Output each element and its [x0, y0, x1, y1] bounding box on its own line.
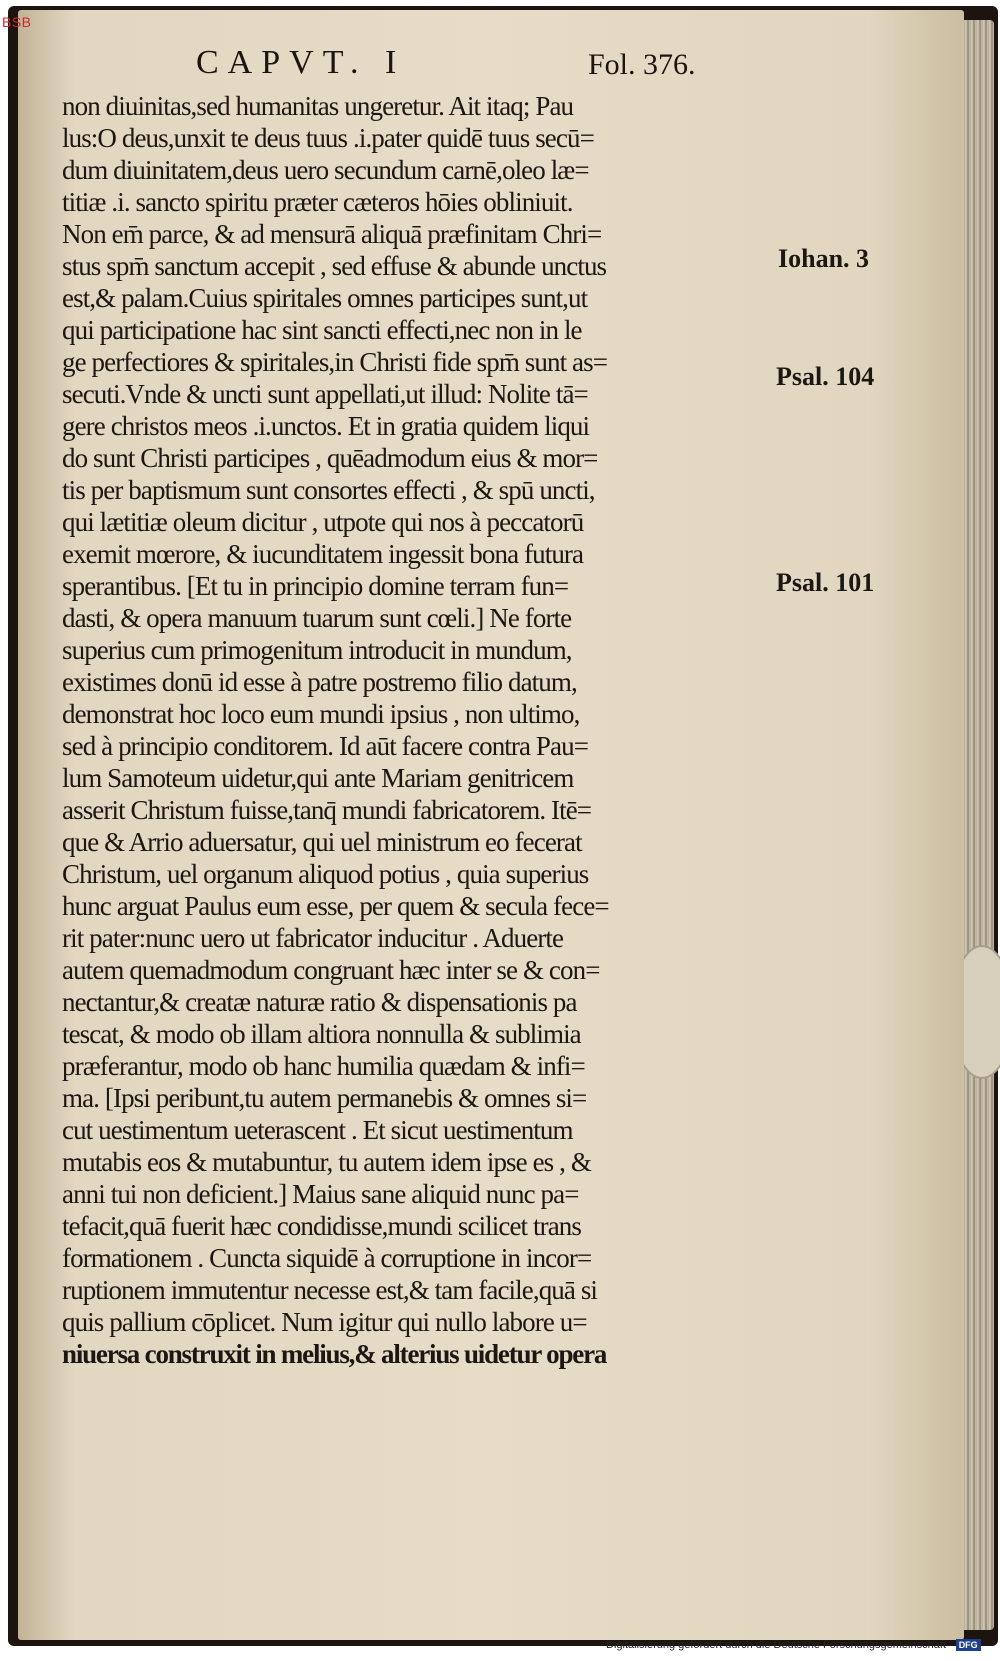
text-line-last: niuersa construxit in melius,& alterius uidetur opera [62, 1339, 607, 1369]
text-line: secuti.Vnde & uncti sunt appellati,ut illud: Nolite tā= [62, 379, 588, 409]
text-line: superius cum primogenitum introducit in mundum, [62, 635, 572, 665]
text-line: anni tui non deficient.] Maius sane aliquid nunc pa= [62, 1179, 579, 1209]
text-line: dasti, & opera manuum tuarum sunt cœli.] Ne forte [62, 603, 572, 633]
text-line: nectantur,& creatæ naturæ ratio & dispensationis pa [62, 987, 577, 1017]
text-line: est,& palam.Cuius spiritales omnes participes sunt,ut [62, 283, 588, 313]
text-line: non diuinitas,sed humanitas ungeretur. Ait itaq; Pau [62, 91, 574, 121]
chapter-heading: CAPVT. I [196, 44, 406, 81]
text-line: existimes donū id esse à patre postremo filio datum, [62, 667, 577, 697]
text-line: ge perfectiores & spiritales,in Christi fide spm̄ sunt as= [62, 347, 608, 377]
text-line: do sunt Christi participes , quēadmodum eius & mor= [62, 443, 598, 473]
text-line: tis per baptismum sunt consortes effecti , & spū uncti, [62, 475, 595, 505]
text-line: rit pater:nunc uero ut fabricator inducitur . Aduerte [62, 923, 564, 953]
text-line: præferantur, modo ob hanc humilia quædam & infi= [62, 1051, 585, 1081]
main-text-column [62, 90, 782, 1370]
library-watermark: BSB [2, 14, 32, 30]
text-line: titiæ .i. sancto spiritu præter cæteros hōies obliniuit. [62, 187, 573, 217]
text-line: quis pallium cōplicet. Num igitur qui nullo labore u= [62, 1307, 587, 1337]
text-line: autem quemadmodum congruant hæc inter se & con= [62, 955, 600, 985]
running-head [0, 44, 1000, 94]
text-line: cut uestimentum ueterascent . Et sicut uestimentum [62, 1115, 573, 1145]
text-line: ma. [Ipsi peribunt,tu autem permanebis & omnes si= [62, 1083, 587, 1113]
folio-number: Fol. 376. [588, 48, 696, 81]
margin-note-psal-104: Psal. 104 [776, 362, 875, 391]
text-line: tefacit,quā fuerit hæc condidisse,mundi scilicet trans [62, 1211, 581, 1241]
text-line: lum Samoteum uidetur,qui ante Mariam genitricem [62, 763, 574, 793]
text-line: qui lætitiæ oleum dicitur , utpote qui nos à peccatorū [62, 507, 584, 537]
text-line: hunc arguat Paulus eum esse, per quem & secula fece= [62, 891, 609, 921]
text-line: tescat, & modo ob illam altiora nonnulla & sublimia [62, 1019, 581, 1049]
margin-note-psal-101: Psal. 101 [776, 568, 875, 597]
text-line: Christum, uel organum aliquod potius , quia superius [62, 859, 589, 889]
text-line: sperantibus. [Et tu in principio domine terram fun= [62, 571, 569, 601]
text-line: gere christos meos .i.unctos. Et in gratia quidem liqui [62, 411, 590, 441]
margin-note-iohan: Iohan. 3 [778, 244, 870, 273]
text-line: stus spm̄ sanctum accepit , sed effuse & abunde unctus [62, 251, 607, 281]
text-line: lus:O deus,unxit te deus tuus .i.pater quidē tuus secū= [62, 123, 594, 153]
text-line: sed à principio conditorem. Id aūt facere contra Pau= [62, 731, 589, 761]
text-line: asserit Christum fuisse,tanq̄ mundi fabricatorem. Itē= [62, 795, 592, 825]
text-line: demonstrat hoc loco eum mundi ipsius , non ultimo, [62, 699, 580, 729]
text-line: dum diuinitatem,deus uero secundum carnē,oleo læ= [62, 155, 589, 185]
digitization-credit [606, 1639, 981, 1651]
credit-text: Digitalisierung gefördert durch die Deutsche Forschungsgemeinschaft - [606, 1639, 953, 1651]
text-line: exemit mœrore, & iucunditatem ingessit bona futura [62, 539, 584, 569]
text-line: mutabis eos & mutabuntur, tu autem idem ipse es , & [62, 1147, 591, 1177]
text-line: que & Arrio aduersatur, qui uel ministrum eo fecerat [62, 827, 582, 857]
text-line: Non em̄ parce, & ad mensurā aliquā præfinitam Chri= [62, 219, 602, 249]
dfg-logo: DFG [956, 1639, 981, 1651]
text-line: ruptionem immutentur necesse est,& tam facile,quā si [62, 1275, 598, 1305]
text-line: formationem . Cuncta siquidē à corruptione in incor= [62, 1243, 592, 1273]
text-line: qui participatione hac sint sancti effecti,nec non in le [62, 315, 582, 345]
